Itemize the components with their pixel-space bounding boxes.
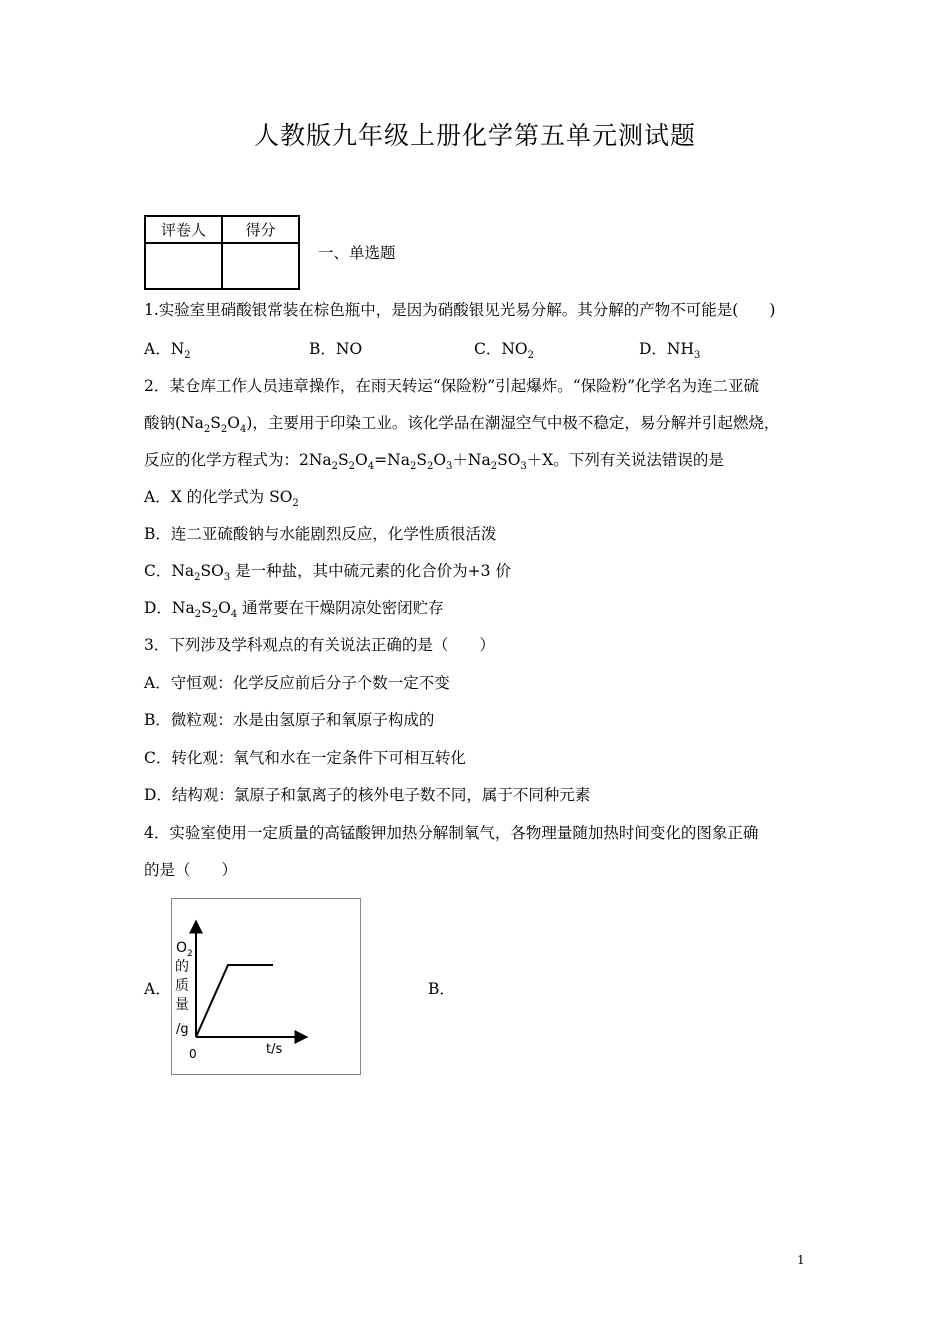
y-label-de: 的 xyxy=(175,959,189,975)
q2-option-c: C．$Na_2SO_3$ 是一种盐，其中硫元素的化合价为+3 价 xyxy=(144,562,511,583)
grader-cell[interactable] xyxy=(145,243,222,289)
q1-option-c: C．$NO_2$ xyxy=(474,340,535,361)
y-label-o-sub: 2 xyxy=(187,949,193,959)
q4-stem-line2: 的是（ ） xyxy=(144,861,238,879)
q3-option-c: C．转化观：氧气和水在一定条件下可相互转化 xyxy=(144,749,466,767)
q2-stem-line3: 反应的化学方程式为：$2Na_2S_2O_4=Na_2S_2O_3+Na_2SO_3+X$。下列有关说法错误的是 xyxy=(144,451,724,472)
score-cell[interactable] xyxy=(222,243,299,289)
q4-option-b-label: B． xyxy=(428,980,455,998)
page-number: 1 xyxy=(797,1253,805,1267)
y-label-unit: /g xyxy=(176,1022,189,1037)
q3-option-d: D．结构观：氯原子和氯离子的核外电子数不同，属于不同种元素 xyxy=(144,786,591,804)
q2-option-b: B．连二亚硫酸钠与水能剧烈反应，化学性质很活泼 xyxy=(144,525,497,543)
q1-option-d: D．$NH_3$ xyxy=(639,340,701,361)
q2-stem-line1: 2．某仓库工作人员违章操作，在雨天转运“保险粉”引起爆炸。“保险粉”化学名为连二亚硫 xyxy=(144,377,760,395)
y-label-zhi: 质 xyxy=(175,978,189,994)
y-label-liang: 量 xyxy=(175,997,189,1013)
q1-stem: 1.实验室里硝酸银常装在棕色瓶中，是因为硝酸银见光易分解。其分解的产物不可能是( ) xyxy=(144,301,776,319)
grader-header: 评卷人 xyxy=(145,216,222,243)
q2-option-a: A．X 的化学式为 $SO_2$ xyxy=(144,488,299,509)
q2-option-d: D．$Na_2S_2O_4$ 通常要在干燥阴凉处密闭贮存 xyxy=(144,599,444,620)
y-label-o: O xyxy=(176,940,188,956)
score-table xyxy=(144,215,300,290)
q2-stem-line2: 酸钠$(Na_2S_2O_4)$，主要用于印染工业。该化学品在潮湿空气中极不稳定，易分解并引起燃烧， xyxy=(144,414,780,435)
page-title: 人教版九年级上册化学第五单元测试题 xyxy=(253,121,696,150)
q4-option-a-graph xyxy=(171,898,361,1075)
q3-option-a: A．守恒观：化学反应前后分子个数一定不变 xyxy=(144,674,450,692)
section-heading: 一、单选题 xyxy=(318,244,396,262)
q3-option-b: B．微粒观：水是由氢原子和氧原子构成的 xyxy=(144,711,435,729)
q3-stem: 3．下列涉及学科观点的有关说法正确的是（ ） xyxy=(144,636,495,654)
x-label: t/s xyxy=(266,1042,283,1057)
o2-curve xyxy=(196,965,273,1037)
q4-option-a-label: A． xyxy=(144,980,171,998)
q4-stem-line1: 4．实验室使用一定质量的高锰酸钾加热分解制氧气，各物理量随加热时间变化的图象正确 xyxy=(144,824,759,842)
origin-label: 0 xyxy=(189,1047,197,1061)
score-header: 得分 xyxy=(222,216,299,243)
q1-option-a: A．$N_2$ xyxy=(144,340,191,361)
o2-mass-time-graph xyxy=(172,899,360,1074)
q1-option-b: B．NO xyxy=(309,340,363,358)
